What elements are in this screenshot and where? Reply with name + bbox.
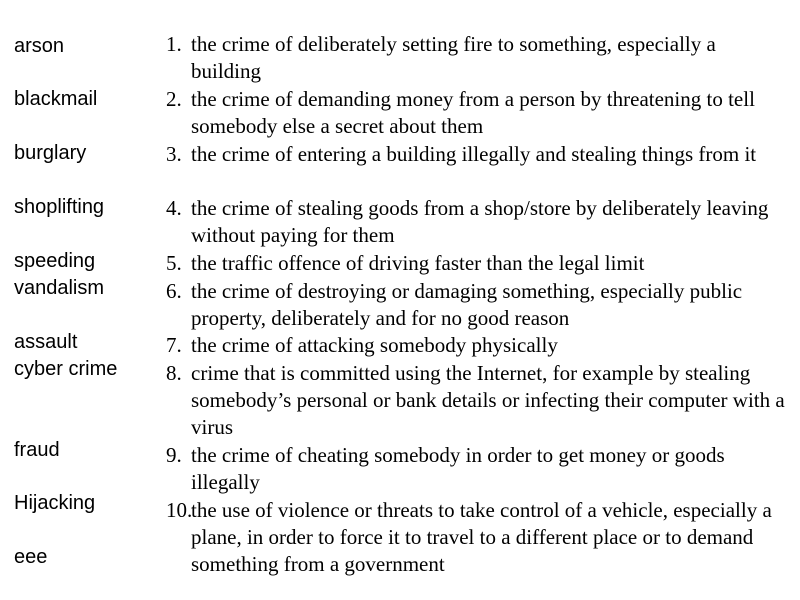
term-fraud: fraud: [14, 439, 60, 461]
definition-text: crime that is committed using the Internet, for example by stealing somebody’s personal or bank details or infecting their computer with a virus: [191, 361, 785, 439]
definition-text: the crime of deliberately setting fire to something, especially a building: [191, 32, 716, 83]
definition-number: 10.: [166, 498, 193, 522]
definition-text: the crime of destroying or damaging something, especially public property, deliberately and for no good reason: [191, 279, 743, 330]
definition-5: [166, 250, 786, 277]
definition-text: the crime of stealing goods from a shop/store by deliberately leaving without paying for them: [191, 196, 769, 247]
definition-7: [166, 332, 786, 359]
definition-text: the traffic offence of driving faster than the legal limit: [191, 251, 645, 275]
term-cyber-crime: cyber crime: [14, 358, 118, 380]
term-speeding: speeding: [14, 250, 96, 272]
definition-8: [166, 360, 786, 441]
definition-text: the crime of demanding money from a person by threatening to tell somebody else a secret about them: [191, 87, 755, 138]
definition-9: [166, 442, 786, 496]
definition-text: the crime of entering a building illegally and stealing things from it: [191, 142, 757, 166]
definition-number: 5.: [166, 251, 182, 275]
definition-text: the crime of cheating somebody in order to get money or goods illegally: [191, 443, 725, 494]
definition-text: the use of violence or threats to take control of a vehicle, especially a plane, in order to force it to travel to a different place or to demand something from a government: [191, 498, 772, 576]
definition-number: 7.: [166, 333, 182, 357]
definition-number: 6.: [166, 279, 182, 303]
definition-2: [166, 86, 786, 140]
definition-1: [166, 31, 786, 85]
definition-4: [166, 195, 786, 249]
term-burglary: burglary: [14, 142, 87, 164]
term-arson: arson: [14, 35, 65, 57]
term-shoplifting: shoplifting: [14, 196, 105, 218]
term-vandalism: vandalism: [14, 277, 105, 299]
definition-number: 8.: [166, 361, 182, 385]
definition-number: 1.: [166, 32, 182, 56]
term-eee: eee: [14, 546, 48, 568]
definition-text: the crime of attacking somebody physically: [191, 333, 558, 357]
definition-number: 3.: [166, 142, 182, 166]
term-hijacking: Нijacking: [14, 492, 96, 514]
definition-6: [166, 278, 786, 332]
definition-number: 9.: [166, 443, 182, 467]
definition-10: [166, 497, 786, 578]
definition-number: 4.: [166, 196, 182, 220]
definition-number: 2.: [166, 87, 182, 111]
term-blackmail: blackmail: [14, 88, 98, 110]
term-assault: assault: [14, 331, 78, 353]
definition-3: [166, 141, 786, 168]
